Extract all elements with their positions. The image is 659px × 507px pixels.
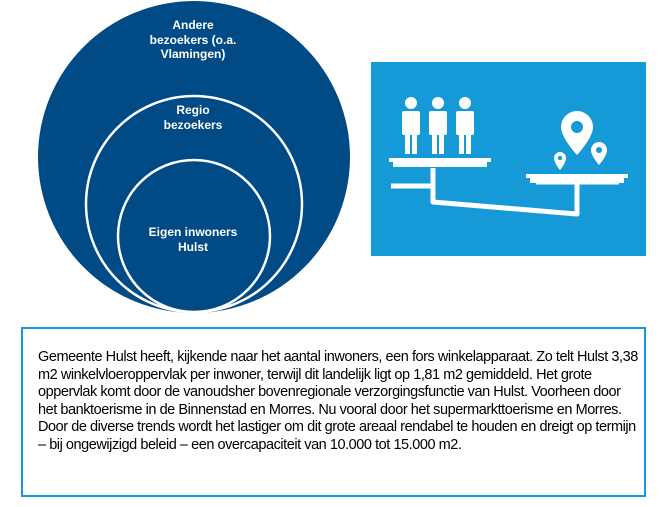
description-paragraph: Gemeente Hulst heeft, kijkende naar het aantal inwoners, een fors winkelapparaat. Zo telt Hulst 3,38 m2 winkelvloeroppervlak per inwoner, terwijl dit landelijk ligt op 1,81 m2 gemiddeld. Het grote oppervlak komt door de vanoudsher bovenregionale verzorgingsfunctie van Hulst. Voorheen door het banktoerisme in de Binnenstad en Morres. Nu vooral door het supermarkttoerisme en Morres. Door de diverse trends wordt het lastiger om dit grote areaal rendabel te houden en dreigt op termijn – bij ongewijzigd beleid – een overcapaciteit van 10.000 tot 15.000 m2. <box>38 349 638 453</box>
description-text-box <box>21 327 646 497</box>
balance-illustration <box>371 62 646 256</box>
balance-icon-panel <box>371 62 646 256</box>
outer-ring-label: Andere bezoekers (o.a. Vlamingen) <box>149 18 237 61</box>
location-pin-icon <box>554 111 607 170</box>
inner-ring-label: Eigen inwoners Hulst <box>148 225 238 254</box>
people-icon <box>389 97 491 167</box>
middle-ring-label: Regio bezoekers <box>163 103 223 132</box>
